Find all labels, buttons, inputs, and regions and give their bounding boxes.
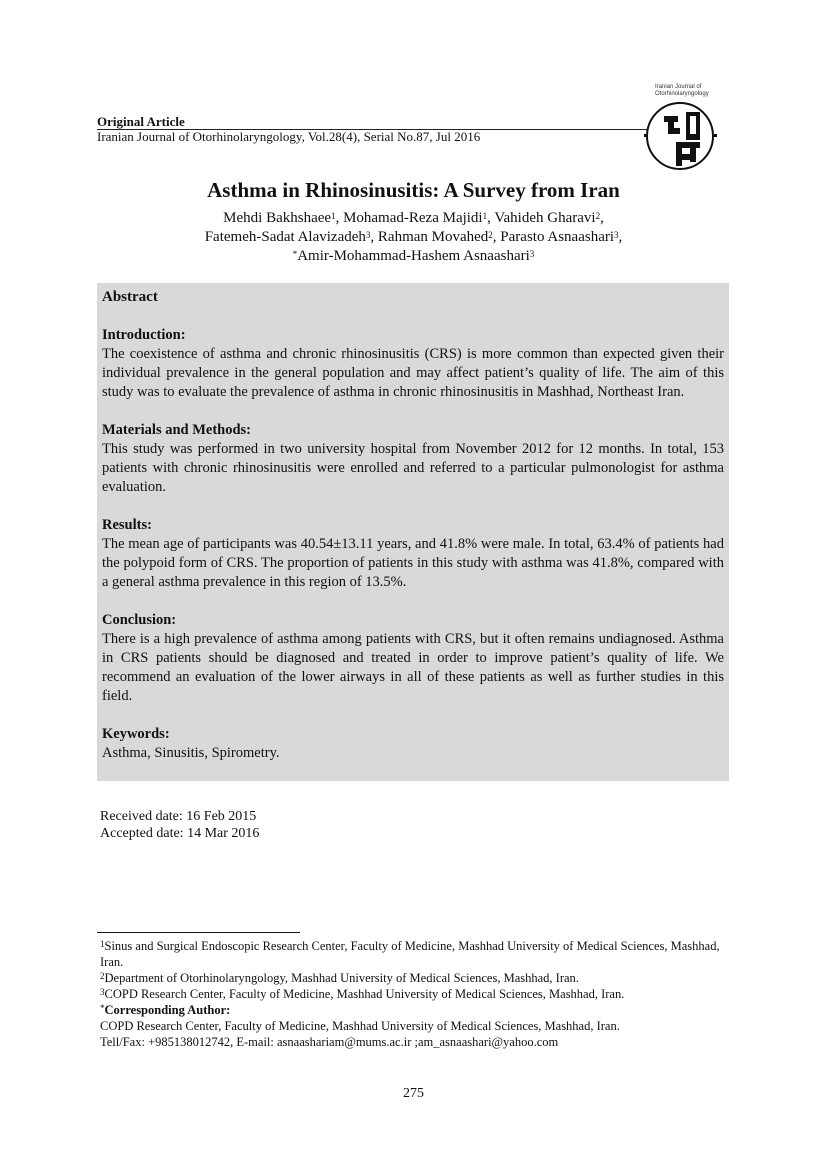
separator: , [335,210,344,226]
author-name: Parasto Asnaashari [500,229,615,245]
footnotes [100,938,730,1050]
separator: , [618,229,623,245]
author-affiliation: 2 [595,211,601,221]
author-name: Fatemeh-Sadat Alavizadeh [204,229,366,245]
footnote-mark: 3 [100,987,105,997]
article-dates [100,808,259,842]
affiliation-1 [100,938,730,970]
separator: , [492,229,501,245]
accepted-date: Accepted date: 14 Mar 2016 [100,826,260,841]
author-affiliation: 1 [331,211,336,221]
author-list [0,209,827,266]
footnote-mark: * [100,1003,105,1013]
author-name: Amir-Mohammad-Hashem Asnaashari [297,248,530,264]
section-heading-introduction: Introduction: [102,327,186,343]
footnote-mark: 2 [100,971,105,981]
footnote-mark: 1 [100,939,105,949]
section-text-methods: This study was performed in two university hospital from November 2012 for 12 months. In total, 153 patients with chronic rhinosinusitis were enrolled and referred to a particular pulmonologist for asthma evaluation. [102,441,724,495]
author-name: Rahman Movahed [377,229,489,245]
footnote-text: Sinus and Surgical Endoscopic Research Center, Faculty of Medicine, Mashhad University of Medical Sciences, Mashhad, Iran. [100,939,720,969]
corresponding-contact: Tell/Fax: +985138012742, E-mail: asnaashariam@mums.ac.ir ;am_asnaashari@yahoo.com [100,1035,559,1049]
corresponding-address: COPD Research Center, Faculty of Medicine, Mashhad University of Medical Sciences, Mashhad, Iran. [100,1019,620,1033]
section-heading-results: Results: [102,517,152,533]
corresponding-author [100,1002,730,1018]
author-affiliation: 1 [482,211,488,221]
author-affiliation: 2 [488,230,493,240]
separator: , [487,210,495,226]
author-affiliation: 3 [529,249,535,259]
section-heading-methods: Materials and Methods: [102,422,252,438]
received-date: Received date: 16 Feb 2015 [100,809,257,824]
section-heading-conclusion: Conclusion: [102,612,177,628]
corresponding-heading: Corresponding Author: [104,1003,231,1017]
section-text-conclusion: There is a high prevalence of asthma among patients with CRS, but it often remains undiagnosed. Asthma in CRS patients should be diagnosed and treated in order to improve patient’s quality of life. We recommend an evaluation of the lower airways in all of these patients as well as further studies in this field. [102,631,724,704]
author-name: Vahideh Gharavi [494,210,596,226]
logo-caption: Iranian Journal of Otorhinolaryngology [655,84,709,97]
article-type: Original Article [97,114,185,129]
footnote-text: COPD Research Center, Faculty of Medicine, Mashhad University of Medical Sciences, Mashhad, Iran. [104,987,625,1001]
journal-logo [640,84,730,174]
footnote-rule [97,932,300,933]
journal-citation: Iranian Journal of Otorhinolaryngology, Vol.28(4), Serial No.87, Jul 2016 [97,129,481,144]
article-title: Asthma in Rhinosinusitis: A Survey from Iran [207,178,620,202]
separator: , [600,210,604,226]
section-heading-keywords: Keywords: [102,726,170,742]
section-text-keywords: Asthma, Sinusitis, Spirometry. [102,745,280,761]
affiliation-3 [100,986,730,1002]
author-name: Mohamad-Reza Majidi [343,210,483,226]
author-affiliation: 3 [365,230,371,240]
abstract-heading: Abstract [102,289,158,305]
separator: , [370,229,378,245]
author-name: Mehdi Bakhshaee [223,210,332,226]
section-text-introduction: The coexistence of asthma and chronic rhinosinusitis (CRS) is more common than expected given their individual prevalence in the general population and may affect patient’s quality of life. The aim of this study was to evaluate the prevalence of asthma in chronic rhinosinusitis in Mashhad, Northeast Iran. [102,346,724,400]
abstract-box [97,283,729,781]
corresponding-mark: * [292,249,298,259]
logo-emblem-icon [640,98,730,188]
author-affiliation: 3 [614,230,619,240]
affiliation-2 [100,970,730,986]
page-number: 275 [403,1086,424,1101]
section-text-results: The mean age of participants was 40.54±13.11 years, and 41.8% were male. In total, 63.4% of patients had the polypoid form of CRS. The proportion of patients in this study with asthma was 41.8%, compared with a general asthma prevalence in this region of 13.5%. [102,536,724,590]
footnote-text: Department of Otorhinolaryngology, Mashhad University of Medical Sciences, Mashhad, Iran. [104,971,579,985]
